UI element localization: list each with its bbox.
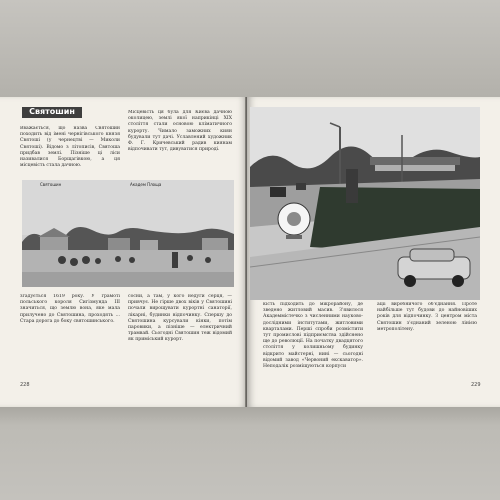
paragraph: кість підходить до мікрорайону, де зведено житловий масив. З'явилося Академмістечко з численними науково-дослідними інститутами, житловими кварталами. Перші спроби розмістити тут промислові підприємства здійснено ще до революції. На початку двадцятого століття у колишньому будинку відкрито майстерні, нині — сьогодні відомий завод «Червоний екскаватор». Неподалік розміщуються корпуси xyxy=(263,302,363,370)
svyatoshyn-photo xyxy=(22,180,234,287)
left-column-top-2 xyxy=(128,110,232,172)
paragraph: згадується 1619 року. У грамоті польського короля Сигізмунда III значиться, що землю вона, яке мала прилучено до Святошина, проходять ... Стара дорога до боку святошинського. xyxy=(20,294,120,324)
background-bottom xyxy=(0,407,500,500)
paragraph: Місцевість ця була для Києва дачною околицею, землі якої наприкінці XIX століття стали основою кліматичного курорту. Чимало заможних киян будували тут дачі. Уславлений художник Ф. Г. Кричевський радив киянам відпочивати тут, дивуватися природі. xyxy=(128,110,232,153)
right-column-2 xyxy=(377,302,477,362)
left-column-bottom-2 xyxy=(128,294,232,384)
left-column-bottom-1 xyxy=(20,294,120,350)
section-heading-bar xyxy=(22,107,82,118)
paragraph: сосни, а там, у кого недуги серця, — привчує. Не гірше двох віків у Святошині почали вирощувати курортні санаторії, лікарні, будинки відпочинку. Спершу до Святошина курсували кінки, потім паровики, а пізніше — електричний трамвай. Сьогодні Святошин теж відомий як приміський курорт. xyxy=(128,294,232,343)
paragraph: Вважається, що назва Святошин походить від імені чернігівського князя Святоші (у чернецтві — Миколи Святоші). Відомо з літописів, Святоша придбав землі. Пізніше ці ліси називалися Борщагівкою, а ця місцевість стала дачною. xyxy=(20,126,120,169)
background-top xyxy=(0,0,500,97)
avenue-photo xyxy=(250,107,480,300)
left-column-top-1 xyxy=(20,126,120,172)
section-heading: Святошин xyxy=(29,107,75,116)
right-column-1 xyxy=(263,302,363,402)
right-page xyxy=(247,97,500,407)
photo-label-left: Святошин xyxy=(40,182,62,187)
page-number-right: 229 xyxy=(471,382,481,388)
left-page xyxy=(0,97,247,407)
photo-label-right: Академ Площа xyxy=(130,182,162,187)
page-number-left: 228 xyxy=(20,382,30,388)
paragraph: ації виробничого об'єднання. Проте найбільше тут будови до найновіших років для відпочинку. З центром міста Святошин з'єднаний зеленою лінією метрополітену. xyxy=(377,302,477,332)
